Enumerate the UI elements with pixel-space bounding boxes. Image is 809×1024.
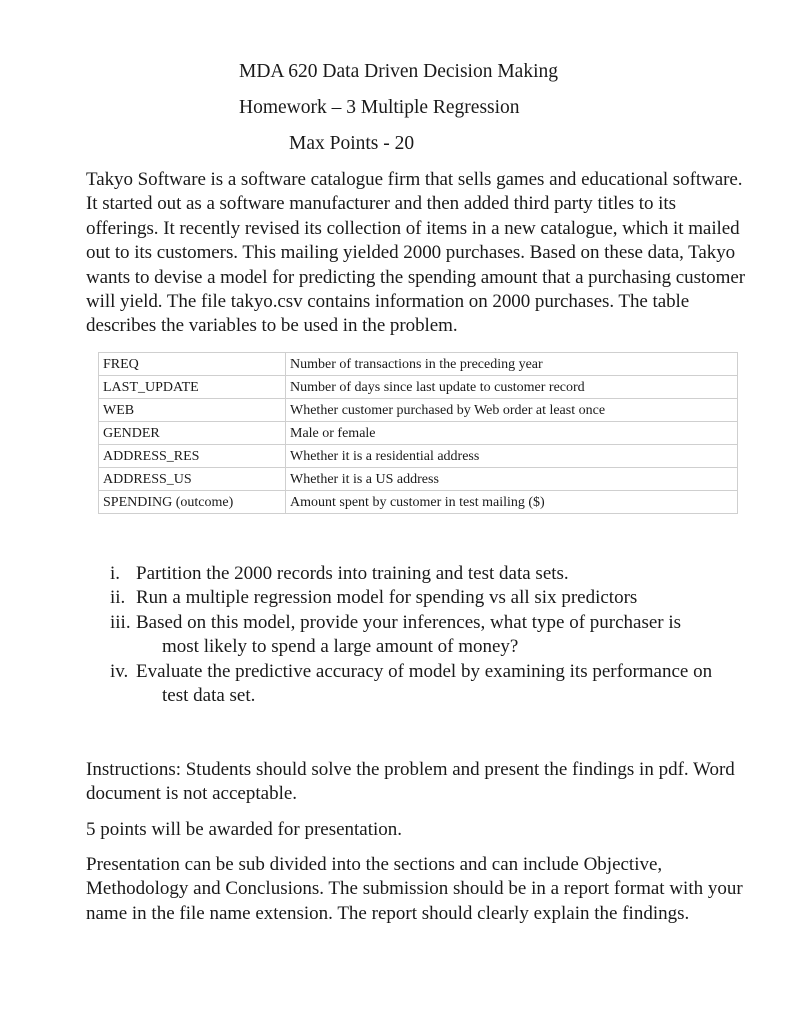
- table-row: [99, 468, 738, 491]
- table-row: [99, 445, 738, 468]
- variable-description: Male or female: [286, 422, 738, 445]
- max-points: Max Points - 20: [289, 133, 415, 154]
- variable-name: LAST_UPDATE: [99, 376, 286, 399]
- task-text: Based on this model, provide your inferences, what type of purchaser is: [136, 611, 682, 633]
- variable-name: SPENDING (outcome): [99, 491, 286, 514]
- variable-description: Whether customer purchased by Web order at least once: [286, 399, 738, 422]
- variable-description: Number of transactions in the preceding year: [286, 353, 738, 376]
- task-number: i.: [110, 563, 121, 584]
- table-row: [99, 491, 738, 514]
- task-number: iii.: [110, 611, 131, 633]
- task-text: Run a multiple regression model for spending vs all six predictors: [136, 587, 638, 609]
- variable-description: Amount spent by customer in test mailing ($): [286, 491, 738, 514]
- list-item: [110, 611, 750, 660]
- task-text: Partition the 2000 records into training and test data sets.: [136, 563, 569, 584]
- variable-description: Number of days since last update to customer record: [286, 376, 738, 399]
- variable-name: WEB: [99, 399, 286, 422]
- task-number: iv.: [110, 660, 129, 682]
- intro-paragraph: Takyo Software is a software catalogue firm that sells games and educational software. It started out as a software manufacturer and then added third party titles to its offerings. It recently revised its collection of items in a new catalogue, which it mailed out to its customers. This mailing yielded 2000 purchases. Based on these data, Takyo wants to devise a model for predicting the spending amount that a purchasing customer will yield. The file takyo.csv contains information on 2000 purchases. The table describes the variables to be used in the problem.: [86, 169, 745, 337]
- table-row: [99, 399, 738, 422]
- list-item: [110, 586, 750, 610]
- task-text-continued: test data set.: [162, 685, 256, 707]
- task-list: [110, 562, 750, 708]
- variable-name: ADDRESS_RES: [99, 445, 286, 468]
- variables-table: [98, 352, 738, 514]
- variable-description: Whether it is a US address: [286, 468, 738, 491]
- homework-title: Homework – 3 Multiple Regression: [239, 97, 520, 118]
- task-number: ii.: [110, 587, 126, 609]
- task-text-continued: most likely to spend a large amount of money?: [162, 636, 519, 658]
- variable-name: FREQ: [99, 353, 286, 376]
- variable-description: Whether it is a residential address: [286, 445, 738, 468]
- table-row: [99, 376, 738, 399]
- list-item: [110, 660, 750, 709]
- table-row: [99, 422, 738, 445]
- presentation-paragraph: Presentation can be sub divided into the sections and can include Objective, Methodology and Conclusions. The submission should be in a report format with your name in the file name extension. The report should clearly explain the findings.: [86, 854, 743, 924]
- list-item: [110, 562, 750, 586]
- table-row: [99, 353, 738, 376]
- task-text: Evaluate the predictive accuracy of model by examining its performance on: [136, 660, 713, 682]
- instructions-paragraph: Instructions: Students should solve the problem and present the findings in pdf. Word document is not acceptable.: [86, 759, 735, 805]
- points-note: 5 points will be awarded for presentation.: [86, 819, 403, 840]
- variable-name: ADDRESS_US: [99, 468, 286, 491]
- variable-name: GENDER: [99, 422, 286, 445]
- course-title: MDA 620 Data Driven Decision Making: [239, 61, 558, 82]
